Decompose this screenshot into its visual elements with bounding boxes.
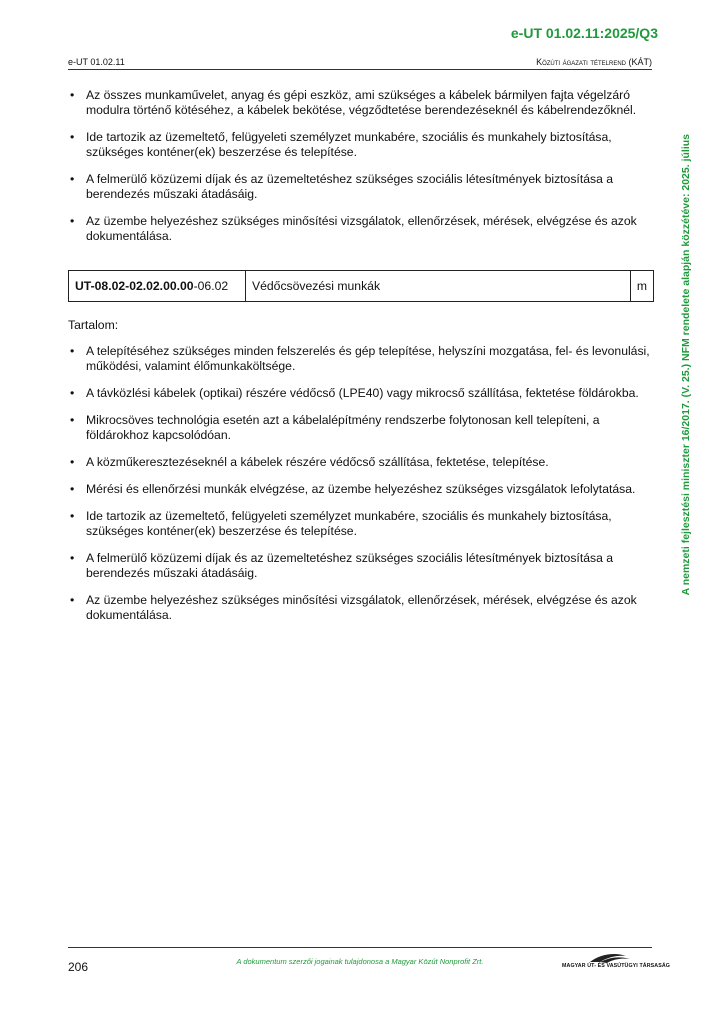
company-logo-icon (560, 950, 656, 974)
list-item: • Ide tartozik az üzemeltető, felügyeleti személyzet munkabére, szociális és munkahely biztosítása, szükséges konténer(ek) beszerzése és telepítése. (68, 130, 654, 160)
logo-text: MAGYAR ÚT- ÉS VASÚTÜGYI TÁRSASÁG (562, 963, 670, 969)
item-code-table (68, 270, 654, 302)
list-item: • A telepítéséhez szükséges minden felszerelés és gép telepítése, helyszíni mozgatása, fel- és levonulási, működési, valamint élőmunkaköltsége. (68, 344, 654, 374)
header-right: Közúti ágazati tételrend (KÁT) (536, 57, 652, 67)
footer-divider (68, 947, 652, 948)
list-item: • A felmerülő közüzemi díjak és az üzemeltetéshez szükséges szociális létesítmények biztosítása a berendezés műszaki átadásáig. (68, 172, 654, 202)
table-row (69, 271, 654, 302)
list-item: • A felmerülő közüzemi díjak és az üzemeltetéshez szükséges szociális létesítmények biztosítása a berendezés műszaki átadásáig. (68, 551, 654, 581)
list-item: • Ide tartozik az üzemeltető, felügyeleti személyzet munkabére, szociális és munkahely biztosítása, szükséges konténer(ek) beszerzése és telepítése. (68, 509, 654, 539)
list-item: • Az üzembe helyezéshez szükséges minősítési vizsgálatok, ellenőrzések, mérések, elvégzése és azok dokumentálása. (68, 593, 654, 623)
intro-list (68, 88, 654, 244)
list-item: • Mikrocsöves technológia esetén azt a kábelalépítmény rendszerbe folytonosan kell telepíteni, a földárokhoz kapcsolódóan. (68, 413, 654, 443)
copyright-notice: A dokumentum szerzői jogainak tulajdonosa a Magyar Közút Nonprofit Zrt. (236, 957, 484, 966)
list-item: • Az üzembe helyezéshez szükséges minősítési vizsgálatok, ellenőrzések, mérések, elvégzése és azok dokumentálása. (68, 214, 654, 244)
list-item: • A távközlési kábelek (optikai) részére védőcső (LPE40) vagy mikrocső szállítása, fektetése földárokba. (68, 386, 654, 401)
content-heading: Tartalom: (68, 318, 119, 332)
header-left: e-UT 01.02.11 (68, 57, 125, 67)
list-item: • A közműkeresztezéseknél a kábelek részére védőcső szállítása, fektetése, telepítése. (68, 455, 654, 470)
content-list (68, 344, 654, 623)
item-code-suffix: -06.02 (193, 278, 229, 293)
running-header (68, 57, 652, 70)
publication-note: A nemzeti fejlesztési miniszter 16/2017. (V. 25.) NFM rendelete alapján közzétéve: 2025. július (680, 134, 692, 596)
list-item: • Mérési és ellenőrzési munkák elvégzése, az üzembe helyezéshez szükséges vizsgálatok lefolytatása. (68, 482, 654, 497)
item-code-cell (69, 271, 246, 302)
item-unit-cell: m (630, 271, 653, 302)
item-name-cell: Védőcsövezési munkák (246, 271, 631, 302)
side-note (675, 95, 697, 635)
page-number: 206 (68, 960, 89, 974)
document-code: e-UT 01.02.11:2025/Q3 (510, 25, 658, 41)
list-item: • Az összes munkaművelet, anyag és gépi eszköz, ami szükséges a kábelek bármilyen fajta végelzáró modulra történő kötéséhez, a kábelek bekötése, végződtetése berendezéseknél és kábelrendezőknél. (68, 88, 654, 118)
item-code: UT-08.02-02.02.00.00 (75, 278, 194, 293)
main-content (68, 88, 654, 635)
